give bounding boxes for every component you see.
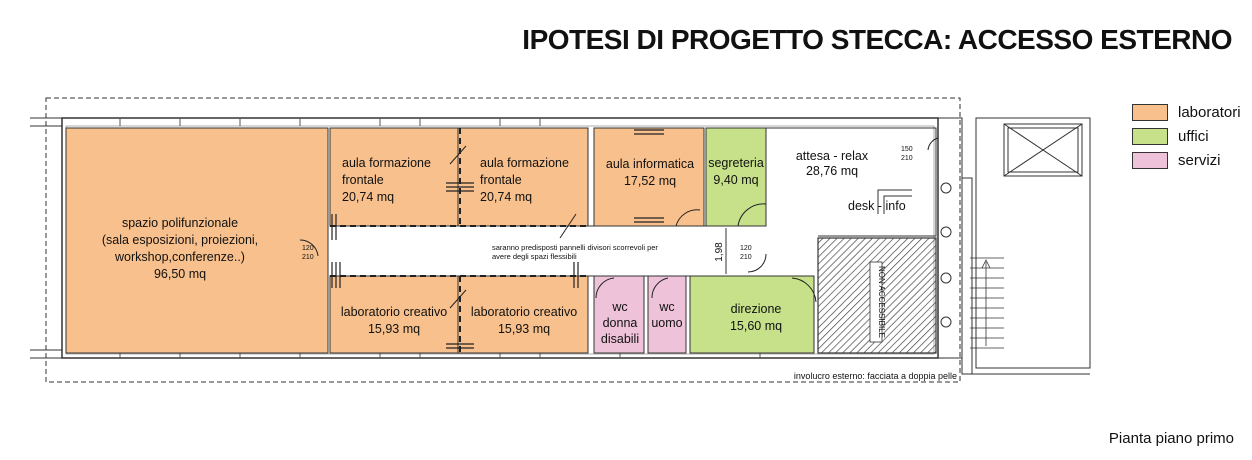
label-informatica-2: 17,52 mq xyxy=(623,174,677,188)
label-polifunzionale-1: spazio polifunzionale xyxy=(121,216,239,230)
door-entry-top: 150 xyxy=(901,146,913,153)
door-entry-bottom: 210 xyxy=(901,155,913,162)
stair-tower xyxy=(938,118,1090,374)
label-wc-donna-1: wc xyxy=(612,300,628,314)
room-attesa-outline xyxy=(766,128,936,236)
page-subtitle: Pianta piano primo xyxy=(1108,430,1234,447)
label-lab-2-1: laboratorio creativo xyxy=(470,305,578,319)
label-wc-uomo-2: uomo xyxy=(651,316,683,330)
label-lab-2-2: 15,93 mq xyxy=(497,322,551,336)
label-segreteria-1: segreteria xyxy=(708,156,764,170)
label-attesa-1: attesa - relax xyxy=(795,149,869,163)
room-wc-uomo xyxy=(648,276,686,353)
legend-label-servizi: servizi xyxy=(1178,151,1221,169)
stair-treads xyxy=(970,258,1004,348)
label-aula-1-1: aula formazione xyxy=(342,156,431,170)
note-pannelli-1: saranno predisposti pannelli divisori scorrevoli per xyxy=(492,243,658,252)
non-accessibile-label: NON ACCESSIBILE xyxy=(877,265,886,339)
label-wc-uomo-1: wc xyxy=(659,300,675,314)
label-polifunzionale-4: 96,50 mq xyxy=(153,267,207,281)
door-corridor-bottom: 210 xyxy=(740,254,752,261)
label-polifunzionale-3: workshop,conferenze..) xyxy=(115,250,245,264)
door-left-top: 120 xyxy=(302,245,314,252)
label-wc-donna-3: disabili xyxy=(600,332,640,346)
page-title: IPOTESI DI PROGETTO STECCA: ACCESSO ESTERNO xyxy=(522,24,1232,55)
label-desk: desk - info xyxy=(848,199,906,213)
label-lab-1-1: laboratorio creativo xyxy=(340,305,448,319)
legend-label-laboratori: laboratori xyxy=(1178,103,1241,121)
label-aula-2-3: 20,74 mq xyxy=(480,190,533,204)
corridor-width-label: 1,98 xyxy=(714,242,725,262)
label-direzione-1: direzione xyxy=(730,302,782,316)
label-aula-1-2: frontale xyxy=(342,173,384,187)
note-pannelli-2: avere degli spazi flessibili xyxy=(492,252,577,261)
label-direzione-2: 15,60 mq xyxy=(729,319,783,333)
door-left-bottom: 210 xyxy=(302,254,314,261)
label-attesa-2: 28,76 mq xyxy=(805,164,859,178)
label-aula-1-3: 20,74 mq xyxy=(342,190,395,204)
note-involucro: involucro esterno: facciata a doppia pelle xyxy=(793,371,957,381)
label-polifunzionale-2: (sala esposizioni, proiezioni, xyxy=(101,233,259,247)
label-aula-2-2: frontale xyxy=(480,173,522,187)
label-wc-donna-2: donna xyxy=(602,316,638,330)
label-informatica-1: aula informatica xyxy=(605,157,695,171)
room-aula-2 xyxy=(458,128,588,226)
label-lab-1-2: 15,93 mq xyxy=(367,322,421,336)
door-corridor-top: 120 xyxy=(740,245,752,252)
label-segreteria-2: 9,40 mq xyxy=(713,173,759,187)
label-aula-2-1: aula formazione xyxy=(480,156,569,170)
legend-label-uffici: uffici xyxy=(1178,127,1209,145)
